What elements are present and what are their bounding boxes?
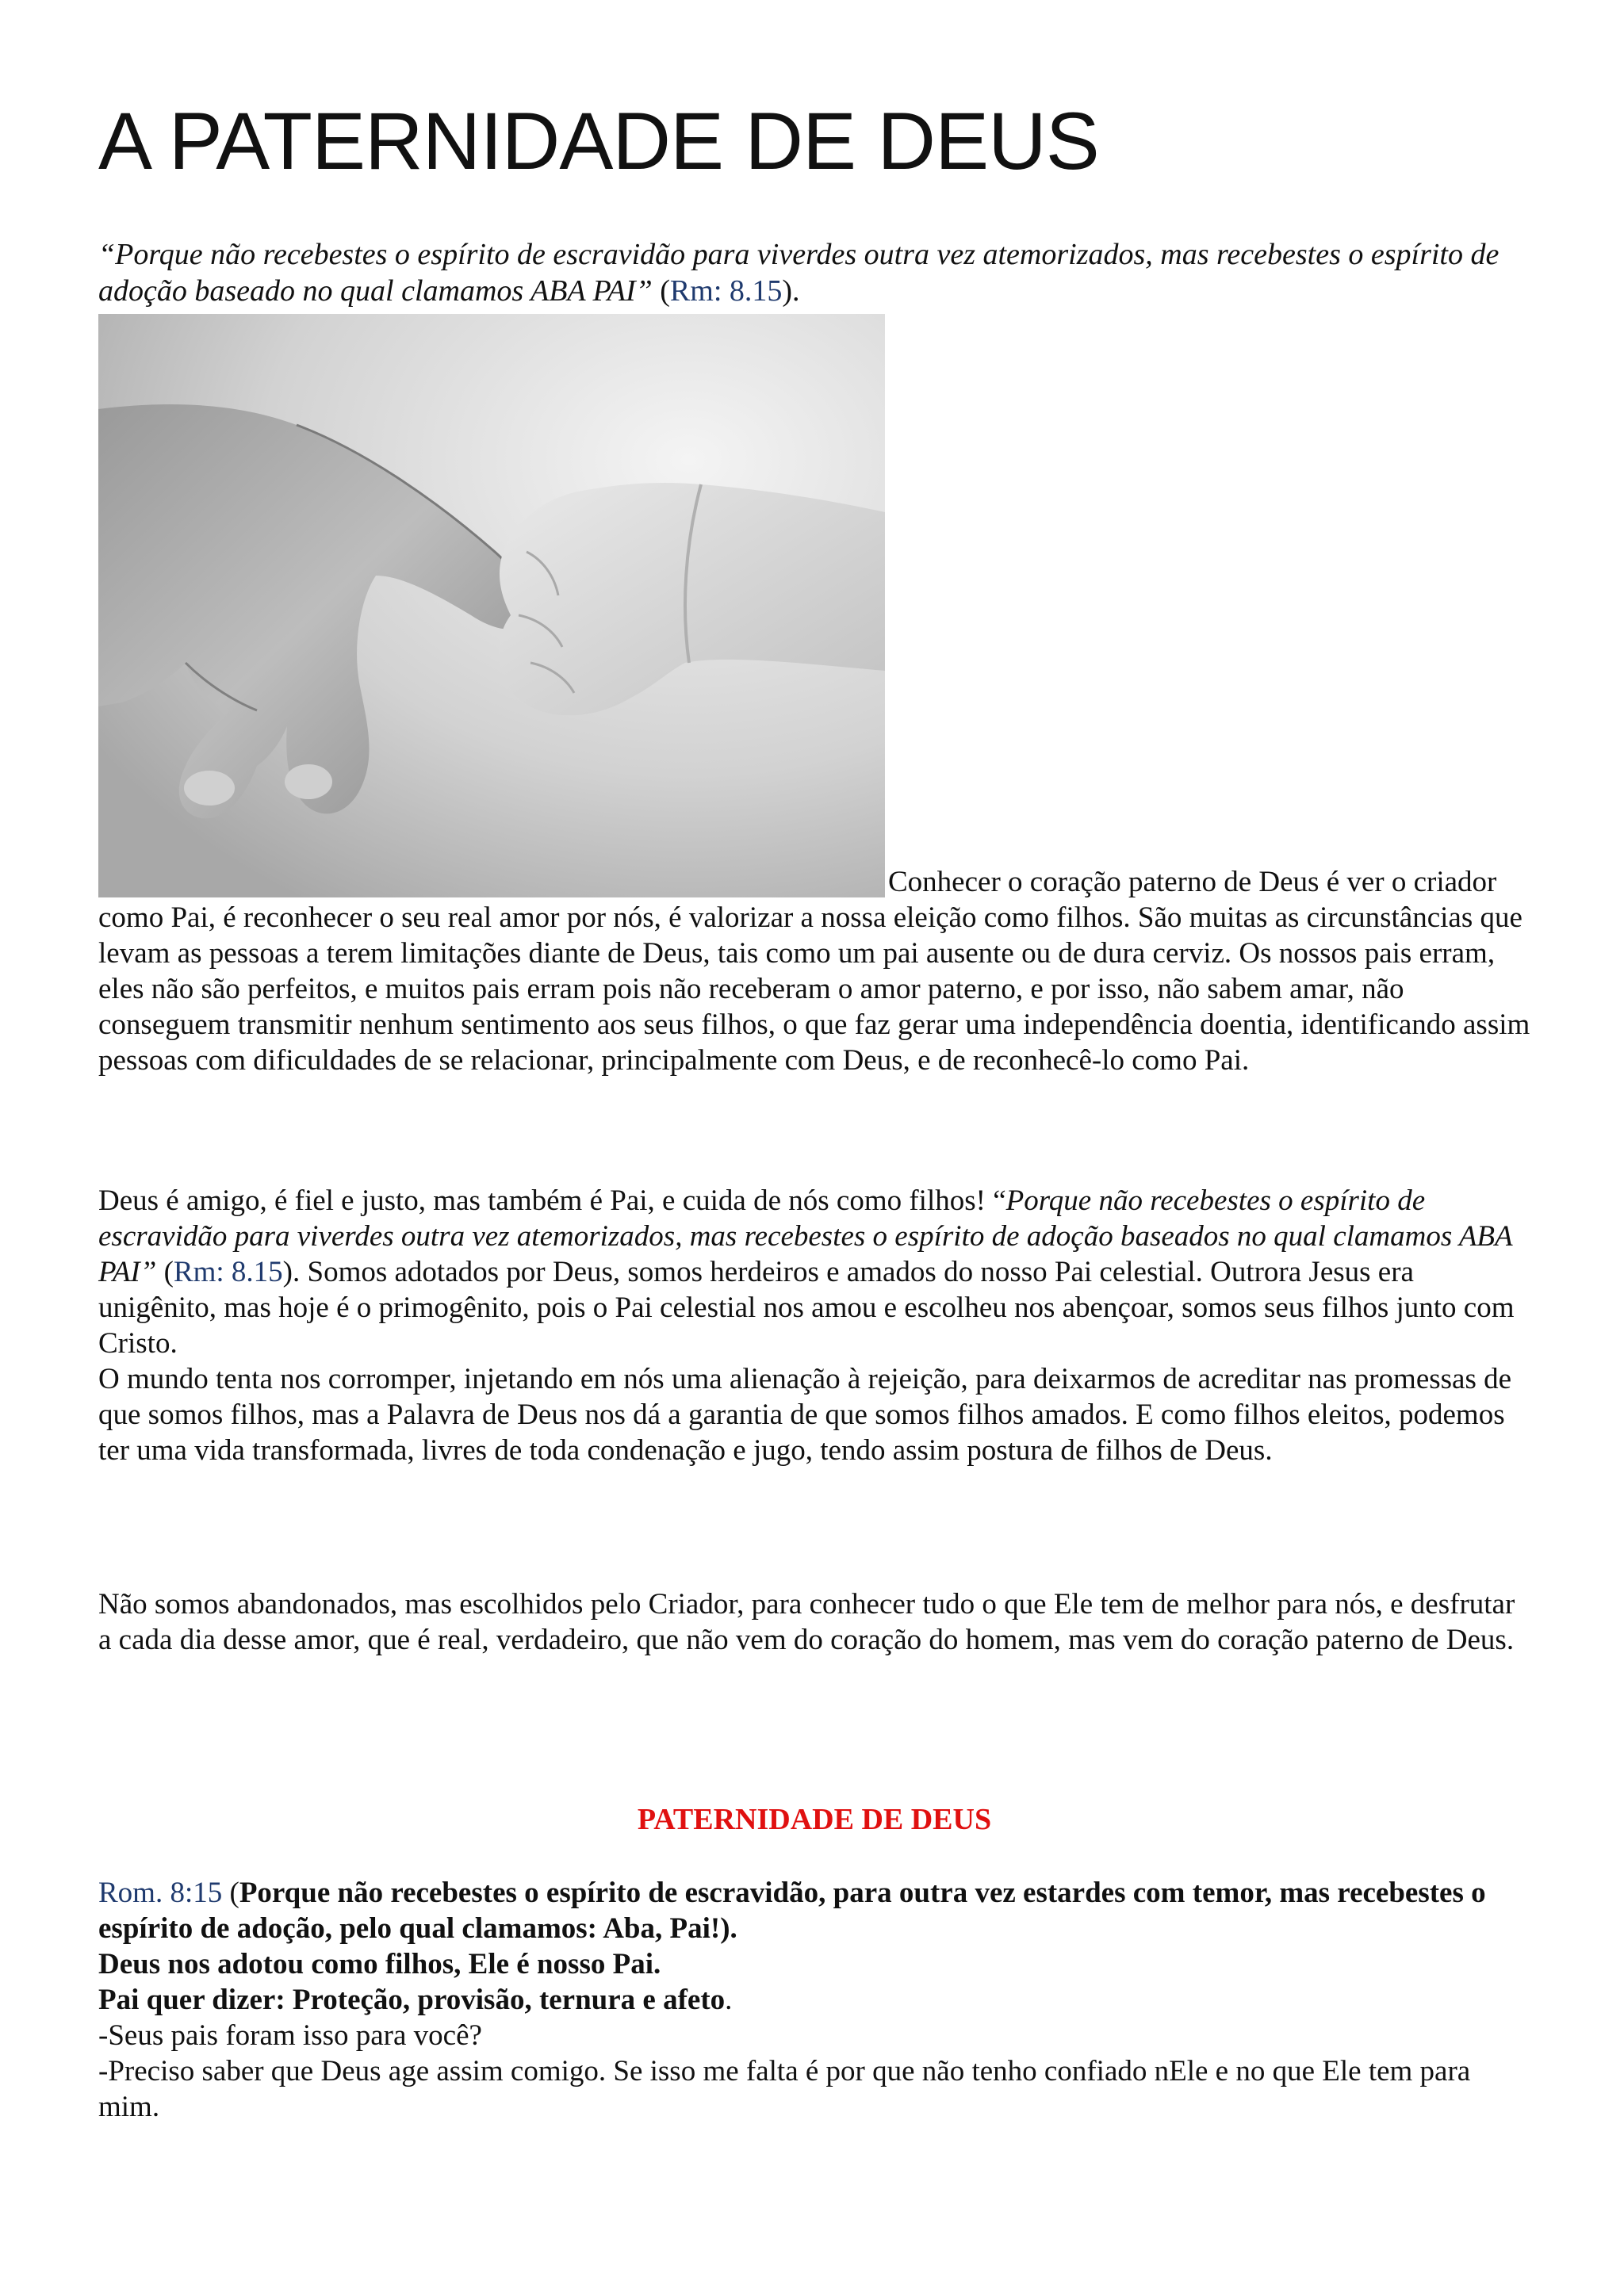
page-title: A PATERNIDADE DE DEUS — [98, 96, 1099, 186]
hands-photo — [98, 314, 885, 897]
hands-photo-icon — [98, 314, 885, 897]
section-title: PATERNIDADE DE DEUS — [637, 1803, 992, 1836]
study-line-2: Pai quer dizer: Proteção, provisão, ternura e afeto. — [98, 1984, 733, 2016]
verse-reference: Rom. 8:15 — [98, 1877, 223, 1909]
study-section — [98, 1875, 1530, 2125]
epigraph-quote: “Porque não recebestes o espírito de escravidão para viverdes outra vez atemorizados, mas recebestes o espírito de adoção baseado no qual clamamos ABA PAI” — [98, 238, 1500, 308]
paragraph-2-lead: Deus é amigo, é fiel e justo, mas também é Pai, e cuida de nós como filhos! “ — [98, 1184, 1006, 1217]
epigraph-reference: Rm: 8.15 — [669, 274, 783, 308]
paragraph-2-quote: Porque não recebestes o espírito de escravidão para viverdes outra vez atemorizados, mas recebestes o espírito de adoção baseados no qual clamamos ABA PAI” — [98, 1184, 1512, 1288]
study-line-3: -Seus pais foram isso para você? — [98, 2019, 482, 2052]
epigraph — [98, 236, 1530, 309]
paragraph-2-reference: Rm: 8.15 — [173, 1256, 283, 1288]
epigraph-open: ( — [652, 274, 670, 308]
verse-text: Porque não recebestes o espírito de escravidão, para outra vez estardes com temor, mas recebestes o espírito de adoção, pelo qual clamamos: Aba, Pai!). — [98, 1877, 1486, 1945]
paragraph-2-open: ( — [156, 1256, 174, 1288]
study-line-4: -Preciso saber que Deus age assim comigo. Se isso me falta é por que não tenho confiado nEle e no que Ele tem para mim. — [98, 2055, 1471, 2123]
study-line-1: Deus nos adotou como filhos, Ele é nosso Pai. — [98, 1948, 661, 1980]
epigraph-close: ). — [782, 274, 800, 308]
paragraph-3: Não somos abandonados, mas escolhidos pelo Criador, para conhecer tudo o que Ele tem de melhor para nós, e desfrutar a cada dia desse amor, que é real, verdadeiro, que não vem do coração do homem, mas vem do coração paterno de Deus. — [98, 1588, 1515, 1656]
verse-line — [98, 1875, 1530, 1946]
paragraph-1: Conhecer o coração paterno de Deus é ver o criador como Pai, é reconhecer o seu real amor por nós, é valorizar a nossa eleição como filhos. São muitas as circunstâncias que levam as pessoas a terem limitações diante de Deus, tais como um pai ausente ou de dura cerviz. Os nossos pais erram, eles não são perfeitos, e muitos pais erram pois não receberam o amor paterno, e por isso, não sabem amar, não conseguem transmitir nenhum sentimento aos seus filhos, o que faz gerar uma independência doentia, identificando assim pessoas com dificuldades de se relacionar, principalmente com Deus, e de reconhecê-lo como Pai. — [98, 866, 1530, 1077]
verse-open: ( — [222, 1877, 239, 1909]
paragraph-2-after: ). Somos adotados por Deus, somos herdeiros e amados do nosso Pai celestial. Outrora Jesus era unigênito, mas hoje é o primogênito, pois o Pai celestial nos amou e escolheu nos abençoar, somos seus filhos junto com Cristo. — [98, 1256, 1515, 1360]
paragraph-2-continuation: O mundo tenta nos corromper, injetando em nós uma alienação à rejeição, para deixarmos de acreditar nas promessas de que somos filhos, mas a Palavra de Deus nos dá a garantia de que somos filhos amados. E como filhos eleitos, podemos ter uma vida transformada, livres de toda condenação e jugo, tendo assim postura de filhos de Deus. — [98, 1363, 1512, 1467]
paragraph-2 — [98, 1183, 1530, 1468]
